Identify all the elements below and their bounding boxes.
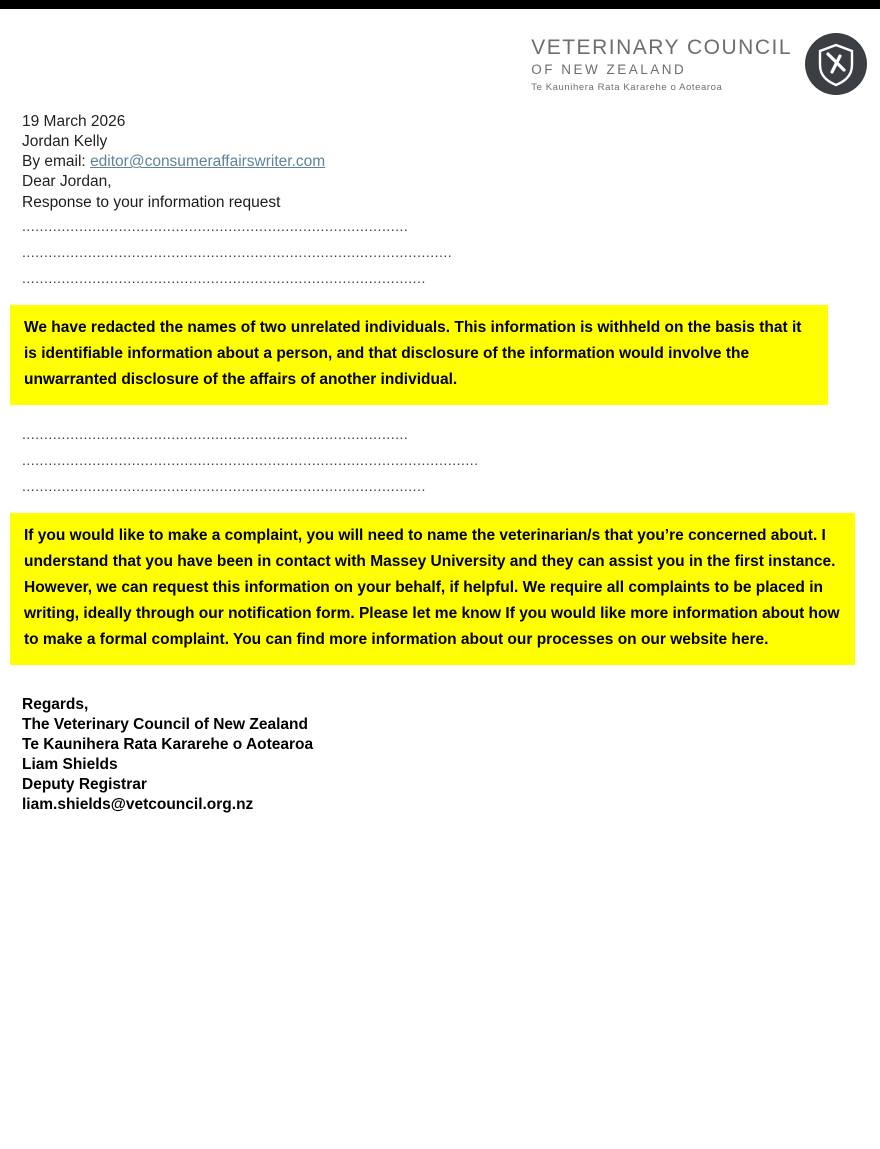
highlighted-paragraph-redaction-notice: We have redacted the names of two unrelated individuals. This information is withheld on the basis that it is identifiable information about a person, and that disclosure of the information would involve the unwarranted disclosure of the affairs of another individual. xyxy=(10,305,828,405)
organisation-name-english: The Veterinary Council of New Zealand xyxy=(22,715,308,733)
letter-body xyxy=(0,112,880,816)
signer-title: Deputy Registrar xyxy=(22,776,147,794)
recipient-email-link[interactable]: editor@consumeraffairswriter.com xyxy=(90,153,326,171)
subject-line: Response to your information request xyxy=(22,193,281,211)
letterhead xyxy=(531,32,868,96)
signer-name: Liam Shields xyxy=(22,756,118,774)
logo-subtitle: OF NEW ZEALAND xyxy=(531,61,687,77)
logo-maori-name: Te Kaunihera Rata Kararehe o Aotearoa xyxy=(531,81,723,93)
salutation: Dear Jordan, xyxy=(22,173,112,191)
redacted-dots-line: ........................................................................................ xyxy=(22,425,409,442)
email-label: By email: xyxy=(22,153,91,171)
by-email-line xyxy=(22,152,858,172)
recipient-name: Jordan Kelly xyxy=(22,133,108,151)
top-border-bar xyxy=(0,0,880,9)
logo-wordmark xyxy=(531,36,792,93)
redacted-dots-block-2 xyxy=(22,421,858,499)
vcnz-shield-emblem-icon xyxy=(804,32,868,96)
redacted-dots-line: ........................................................................................................ xyxy=(22,451,479,468)
redacted-dots-line: ............................................................................................ xyxy=(22,269,426,286)
logo-title: VETERINARY COUNCIL xyxy=(531,35,792,59)
closing: Regards, xyxy=(22,695,89,713)
redacted-dots-line: ............................................................................................ xyxy=(22,477,426,494)
redacted-dots-line: ........................................................................................ xyxy=(22,217,409,234)
organisation-name-maori: Te Kaunihera Rata Kararehe o Aotearoa xyxy=(22,735,314,753)
letter-date: 19 March 2026 xyxy=(22,113,126,130)
highlighted-paragraph-complaint-info: If you would like to make a complaint, you will need to name the veterinarian/s that you’re concerned about. I understand that you have been in contact with Massey University and they can assist you in the first instance. However, we can request this information on your behalf, if helpful. We require all complaints to be placed in writing, ideally through our notification form. Please let me know If you would like more information about how to make a formal complaint. You can find more information about our processes on our website here. xyxy=(10,513,855,665)
redacted-dots-block-1 xyxy=(22,213,858,291)
signer-email: liam.shields@vetcouncil.org.nz xyxy=(22,796,254,814)
redacted-dots-line: .................................................................................................. xyxy=(22,243,453,260)
